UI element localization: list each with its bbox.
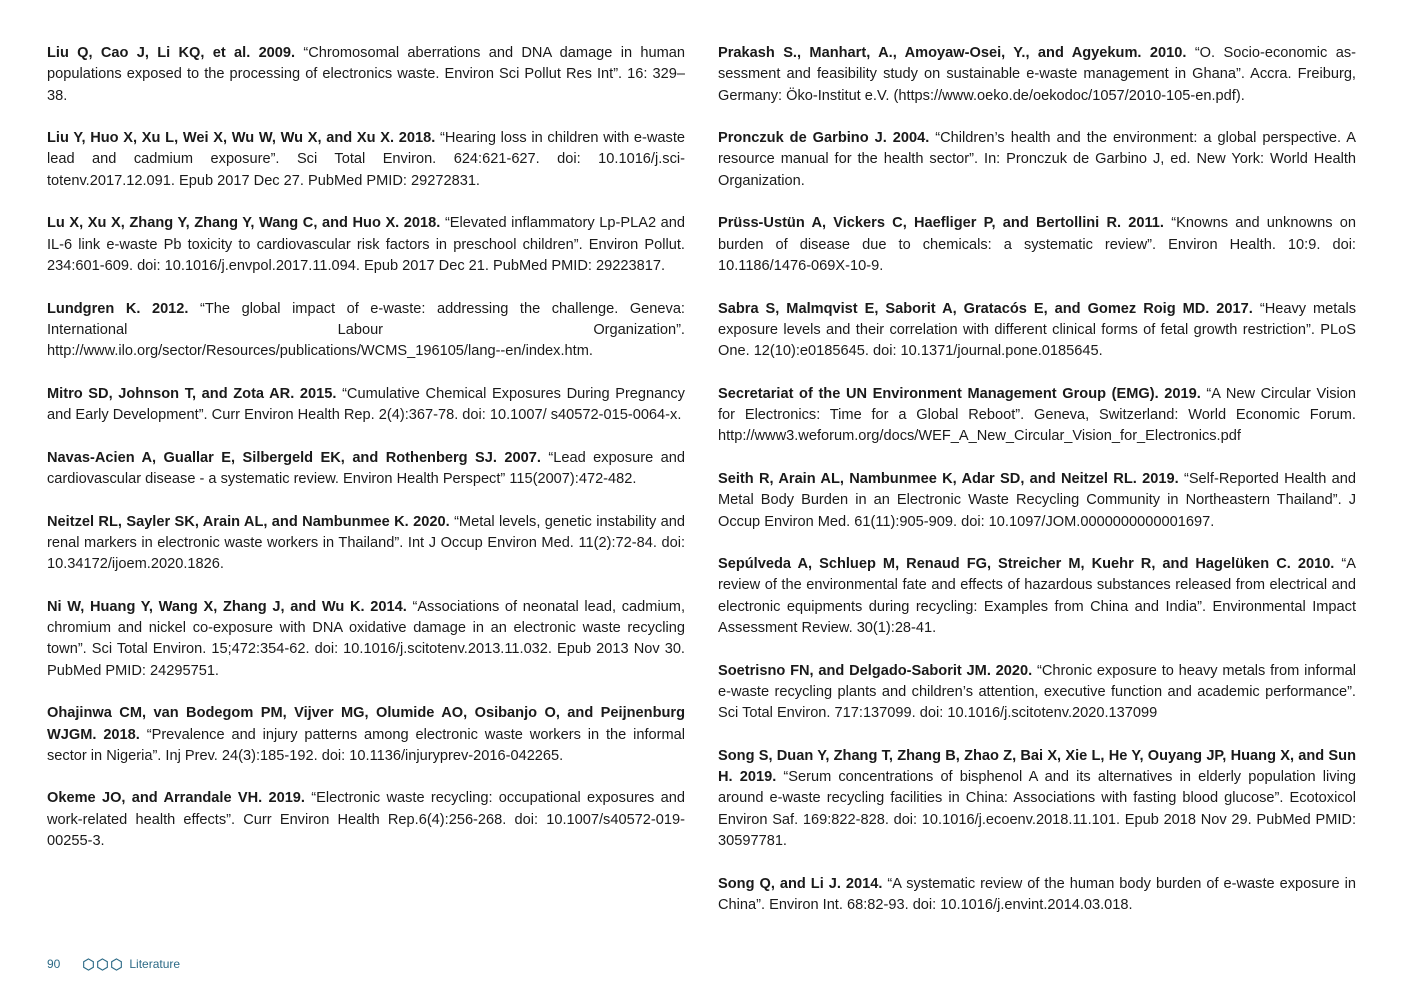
reference-entry	[47, 448, 685, 491]
reference-text: “Lead exposure and cardiovascular disease - a systematic review. Environ Health Perspect” 115(2007):472-482.	[47, 449, 685, 487]
reference-column-right	[718, 43, 1356, 937]
reference-entry	[718, 874, 1356, 917]
reference-entry	[47, 788, 685, 852]
reference-authors: Lu X, Xu X, Zhang Y, Zhang Y, Wang C, and Huo X. 2018.	[47, 215, 441, 232]
reference-authors: Ni W, Huang Y, Wang X, Zhang J, and Wu K. 2014.	[47, 598, 407, 615]
reference-text: “Associations of neonatal lead, cadmium, chromium and nickel co-exposure with DNA oxidative damage in an electronic waste recycling town”. Sci Total Environ. 15;472:354-62. doi: 10.1016/j.scitotenv.2013.11.032. Epub 2013 Nov 30. PubMed PMID: 24295751.	[47, 598, 686, 679]
reference-text: “O. Socio-economic assessment and feasibility study on sustainable e-waste management in Ghana”. Accra. Freiburg, Germany: Öko-Institut e.V. (https://www.oeko.de/oekodoc/1057/2010-105-en.pdf).	[718, 45, 1356, 104]
reference-entry	[47, 597, 685, 682]
reference-authors: Navas-Acien A, Guallar E, Silbergeld EK, and Rothenberg SJ. 2007.	[47, 449, 541, 466]
reference-entry	[47, 512, 685, 576]
reference-text: “The global impact of e-waste: addressing the challenge. Geneva: International Labour Organization”. http://www.ilo.org/sector/Resources/publications/WCMS_196105/lang--en/index.htm.	[47, 300, 685, 360]
reference-authors: Sepúlveda A, Schluep M, Renaud FG, Streicher M, Kuehr R, and Hagelüken C. 2010.	[718, 556, 1335, 573]
reference-entry	[718, 43, 1356, 107]
reference-entry	[47, 703, 685, 767]
reference-authors: Okeme JO, and Arrandale VH. 2019.	[47, 790, 305, 807]
reference-text: “A New Circular Vision for Electronics: Time for a Global Reboot”. Geneva, Switzerland: World Economic Forum. http://www3.weforum.org/docs/WEF_A_New_Circular_Vision_for_Electronics.pdf	[718, 385, 1356, 445]
three-hexagons-icon	[82, 958, 123, 971]
reference-authors: Liu Q, Cao J, Li KQ, et al. 2009.	[47, 45, 296, 61]
reference-text: “Chromosomal aberrations and DNA damage in human populations exposed to the processing of electronics waste. Environ Sci Pollut Res Int”. 16: 329–38.	[47, 45, 686, 104]
reference-text: “Children’s health and the environment: a global perspective. A resource manual for the health sector”. In: Pronczuk de Garbino J, ed. New York: World Health Organization.	[718, 130, 1356, 189]
reference-entry	[718, 299, 1356, 363]
section-title: Literature	[129, 957, 181, 971]
reference-entry	[47, 299, 685, 363]
reference-authors: Pronczuk de Garbino J. 2004.	[718, 130, 930, 147]
reference-authors: Soetrisno FN, and Delgado-Saborit JM. 2020.	[718, 662, 1033, 679]
reference-entry	[718, 128, 1356, 192]
reference-authors: Liu Y, Huo X, Xu L, Wei X, Wu W, Wu X, and Xu X. 2018.	[47, 130, 436, 147]
reference-entry	[718, 213, 1356, 277]
reference-text: “A systematic review of the human body burden of e-waste exposure in China”. Environ Int. 68:82-93. doi: 10.1016/j.envint.2014.03.018.	[718, 875, 1356, 913]
reference-authors: Song S, Duan Y, Zhang T, Zhang B, Zhao Z, Bai X, Xie L, He Y, Ouyang JP, Huang X, and Sun H. 2019.	[718, 747, 1356, 786]
reference-entry	[47, 43, 685, 107]
reference-text: “Hearing loss in children with e-waste lead and cadmium exposure”. Sci Total Environ. 624:621-627. doi: 10.1016/j.scitotenv.2017.12.091. Epub 2017 Dec 27. PubMed PMID: 29272831.	[47, 130, 685, 189]
reference-text: “A review of the environmental fate and effects of hazardous substances released from electrical and electronic equipments during recycling: Examples from China and India”. Environmental Impact Assessment Review. 30(1):28-41.	[718, 556, 1356, 637]
reference-text: “Heavy metals exposure levels and their correlation with different clinical forms of fetal growth restriction”. PLoS One. 12(10):e0185645. doi: 10.1371/journal.pone.0185645.	[718, 300, 1357, 360]
reference-authors: Song Q, and Li J. 2014.	[718, 875, 883, 892]
reference-authors: Lundgren K. 2012.	[47, 300, 189, 317]
reference-authors: Secretariat of the UN Environment Management Group (EMG). 2019.	[718, 385, 1201, 402]
reference-authors: Seith R, Arain AL, Nambunmee K, Adar SD, and Neitzel RL. 2019.	[718, 470, 1179, 487]
reference-entry	[47, 213, 685, 277]
reference-entry	[718, 384, 1356, 448]
reference-text: “Knowns and unknowns on burden of disease due to chemicals: a systematic review”. Environ Health. 10:9. doi: 10.1186/1476-069X-10-9.	[718, 215, 1356, 274]
reference-text: “Elevated inflammatory Lp-PLA2 and IL-6 link e-waste Pb toxicity to cardiovascular risk factors in preschool children”. Environ Pollut. 234:601-609. doi: 10.1016/j.envpol.2017.11.094. Epub 2017 Dec 21. PubMed PMID: 29223817.	[47, 215, 685, 274]
reference-text: “Self-Reported Health and Metal Body Burden in an Electronic Waste Recycling Community in Northeastern Thailand”. J Occup Environ Med. 61(11):905-909. doi: 10.1097/JOM.0000000000001697.	[718, 470, 1357, 530]
reference-entry	[47, 384, 685, 427]
page-footer	[47, 957, 180, 971]
reference-authors: Sabra S, Malmqvist E, Saborit A, Gratacós E, and Gomez Roig MD. 2017.	[718, 300, 1253, 317]
reference-entry	[718, 661, 1356, 725]
reference-entry	[47, 128, 685, 192]
reference-column-left	[47, 43, 685, 874]
reference-authors: Neitzel RL, Sayler SK, Arain AL, and Nambunmee K. 2020.	[47, 513, 450, 530]
reference-text: “Serum concentrations of bisphenol A and its alternatives in elderly population living around e-waste recycling facilities in China: Associations with fasting blood glucose”. Ecotoxicol Environ Saf. 169:822-828. doi: 10.1016/j.ecoenv.2018.11.101. Epub 2018 Nov 29. PubMed PMID: 30597781.	[718, 769, 1356, 849]
page-number: 90	[47, 957, 61, 971]
reference-text: “Prevalence and injury patterns among electronic waste workers in the informal sector in Nigeria”. Inj Prev. 24(3):185-192. doi: 10.1136/injuryprev-2016-042265.	[47, 726, 686, 764]
reference-authors: Prüss-Ustün A, Vickers C, Haefliger P, and Bertollini R. 2011.	[718, 215, 1164, 232]
reference-entry	[718, 746, 1356, 852]
reference-text: “Electronic waste recycling: occupational exposures and work-related health effects”. Curr Environ Health Rep.6(4):256-268. doi: 10.1007/s40572-019-00255-3.	[47, 790, 685, 849]
reference-authors: Ohajinwa CM, van Bodegom PM, Vijver MG, Olumide AO, Osibanjo O, and Peijnenburg WJGM. 2018.	[47, 705, 685, 743]
reference-authors: Mitro SD, Johnson T, and Zota AR. 2015.	[47, 385, 337, 402]
reference-text: “Metal levels, genetic instability and renal markers in electronic waste workers in Thailand”. Int J Occup Environ Med. 11(2):72-84. doi: 10.34172/ijoem.2020.1826.	[47, 513, 685, 573]
reference-authors: Prakash S., Manhart, A., Amoyaw-Osei, Y., and Agyekum. 2010.	[718, 45, 1187, 61]
reference-text: “Chronic exposure to heavy metals from informal e-waste recycling plants and children’s attention, executive function and academic performance”. Sci Total Environ. 717:137099. doi: 10.1016/j.scitotenv.2020.137099	[718, 662, 1356, 722]
reference-entry	[718, 554, 1356, 639]
reference-text: “Cumulative Chemical Exposures During Pregnancy and Early Development”. Curr Environ Health Rep. 2(4):367-78. doi: 10.1007/ s40572-015-0064-x.	[47, 385, 685, 424]
reference-entry	[718, 469, 1356, 533]
